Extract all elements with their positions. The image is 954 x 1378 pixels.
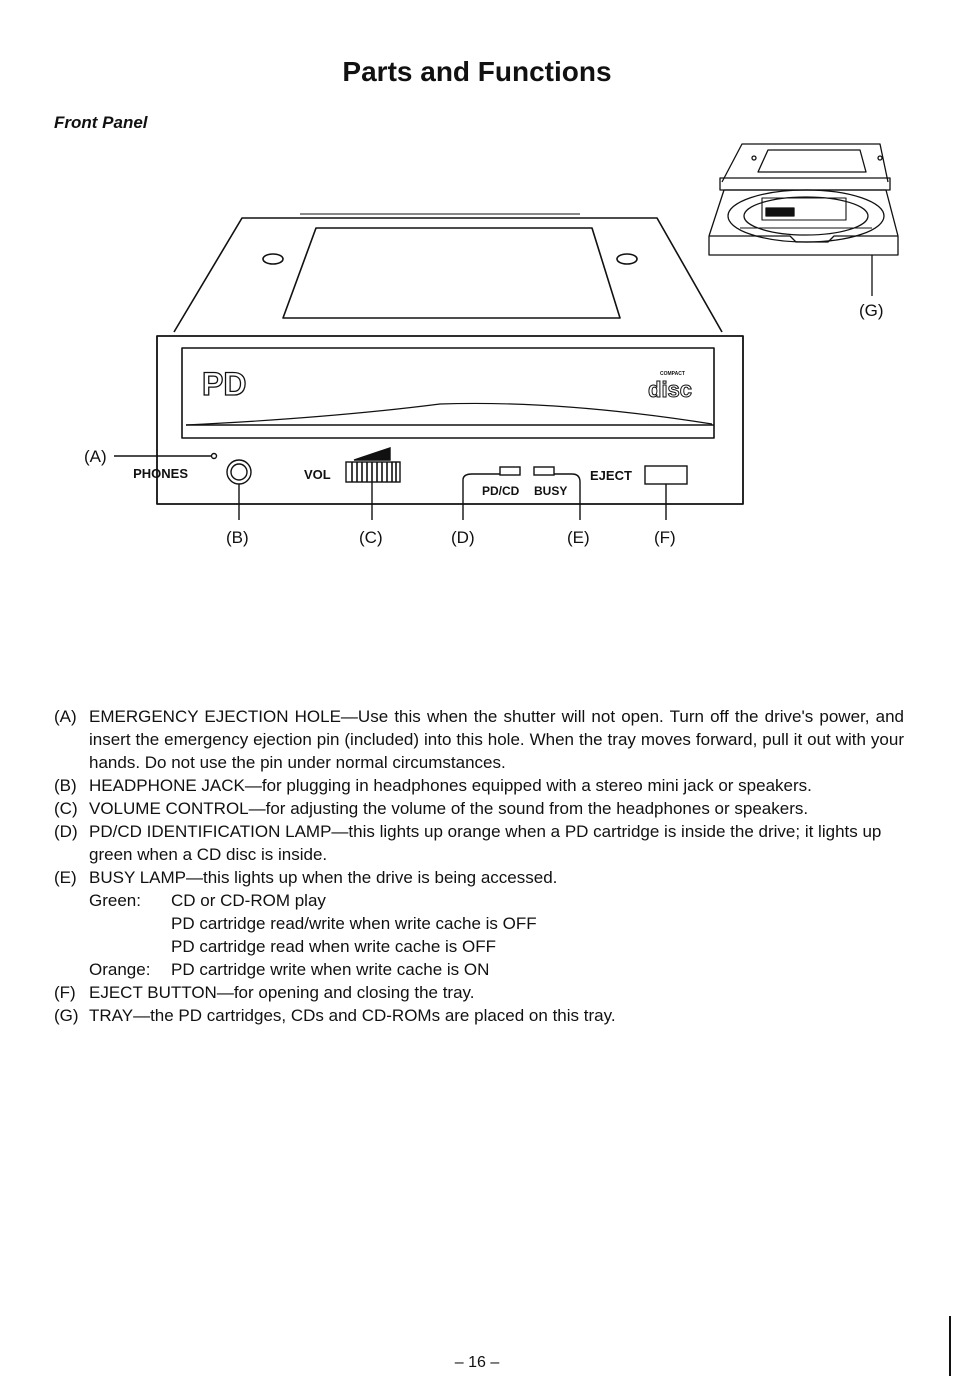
vol-label: VOL (304, 467, 331, 482)
svg-text:PD: PD (202, 366, 247, 402)
busy-green-row (89, 889, 904, 912)
description-key: (C) (54, 799, 78, 818)
busy-green-item: CD or CD-ROM play (171, 891, 326, 910)
description-text: VOLUME CONTROL—for adjusting the volume of the sound from the headphones or speakers. (89, 799, 809, 818)
page-edge-mark (949, 1316, 951, 1376)
description-item-g (54, 1004, 904, 1027)
description-text: PD/CD IDENTIFICATION LAMP—this lights up orange when a PD cartridge is inside the drive; it lights up green when a CD disc is inside. (89, 822, 882, 864)
pd-logo (202, 366, 246, 402)
eject-button (645, 466, 687, 484)
busy-orange-label: Orange: (89, 960, 151, 979)
svg-text:disc: disc (648, 377, 693, 402)
front-bezel (157, 336, 743, 504)
busy-green-item: PD cartridge read when write cache is OFF (171, 937, 497, 956)
section-title: Front Panel (54, 113, 148, 132)
busy-lamp (534, 467, 554, 475)
compact-disc-logo (648, 371, 692, 402)
callout-f: (F) (654, 528, 676, 547)
callout-e: (E) (567, 528, 590, 547)
description-item-c (54, 797, 904, 820)
busy-label: BUSY (534, 484, 568, 498)
page-title: Parts and Functions (342, 56, 612, 87)
description-key: (G) (54, 1006, 79, 1025)
svg-text:COMPACT: COMPACT (660, 371, 685, 377)
busy-green-label: Green: (89, 891, 141, 910)
page-number: – 16 – (454, 1354, 500, 1371)
drive-top-body (174, 214, 722, 332)
eject-label: EJECT (590, 468, 632, 483)
busy-orange-row (89, 958, 904, 981)
callout-c: (C) (359, 528, 383, 547)
pdcd-label: PD/CD (482, 484, 520, 498)
description-key: (F) (54, 983, 76, 1002)
parts-description-list (54, 705, 904, 1027)
busy-green-item: PD cartridge read/write when write cache is OFF (171, 914, 537, 933)
busy-orange-item: PD cartridge write when write cache is ON (171, 960, 490, 979)
tray-open-inset (709, 144, 898, 296)
description-item-a (54, 705, 904, 774)
description-item-d (54, 820, 904, 866)
callout-g: (G) (859, 301, 884, 320)
front-panel-diagram (0, 0, 954, 600)
description-item-f (54, 981, 904, 1004)
description-key: (B) (54, 776, 77, 795)
callout-a: (A) (84, 447, 107, 466)
top-screw-hole-right (617, 254, 637, 264)
emergency-ejection-hole (212, 454, 217, 459)
phones-label: PHONES (133, 466, 188, 481)
description-item-b (54, 774, 904, 797)
volume-wedge-icon (354, 448, 390, 460)
description-text: HEADPHONE JACK—for plugging in headphones equipped with a stereo mini jack or speakers. (89, 776, 812, 795)
description-text: BUSY LAMP—this lights up when the drive is being accessed. (89, 868, 558, 887)
volume-control (346, 462, 400, 482)
description-key: (D) (54, 822, 78, 841)
headphone-jack (227, 460, 251, 484)
callout-d: (D) (451, 528, 475, 547)
description-key: (E) (54, 868, 77, 887)
callout-b: (B) (226, 528, 249, 547)
description-key: (A) (54, 707, 77, 726)
description-text: EMERGENCY EJECTION HOLE—Use this when the shutter will not open. Turn off the drive's power, and insert the emergency ejection pin (included) into this hole. When the tray moves forward, pull it out with your hands. Do not use the pin under normal circumstances. (89, 707, 904, 772)
top-screw-hole-left (263, 254, 283, 264)
pdcd-identification-lamp (500, 467, 520, 475)
description-text: TRAY—the PD cartridges, CDs and CD-ROMs are placed on this tray. (89, 1006, 616, 1025)
description-text: EJECT BUTTON—for opening and closing the tray. (89, 983, 475, 1002)
description-item-e (54, 866, 904, 981)
